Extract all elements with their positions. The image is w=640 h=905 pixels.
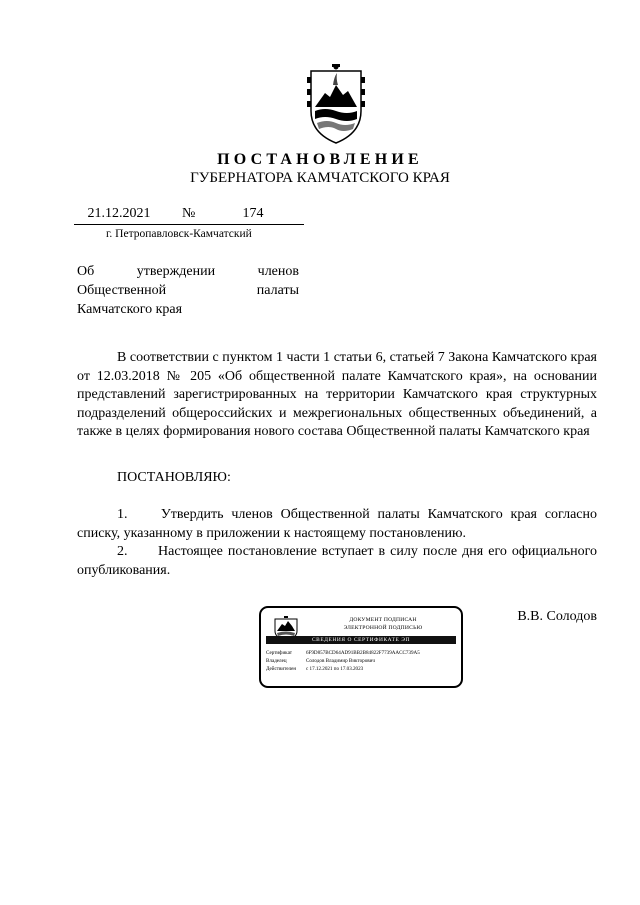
- document-subtitle: ГУБЕРНАТОРА КАМЧАТСКОГО КРАЯ: [190, 170, 450, 186]
- owner-label: Владелец: [266, 658, 287, 664]
- subject-line-1: Об утверждении членов: [77, 264, 299, 279]
- stamp-heading: ДОКУМЕНТ ПОДПИСАН: [349, 617, 417, 623]
- decree-item: [77, 542, 597, 580]
- decree-item: [77, 505, 597, 543]
- requisites-underline: [74, 224, 304, 225]
- subject-line-2: Общественной палаты: [77, 283, 299, 298]
- issue-city: г. Петропавловск-Камчатский: [106, 228, 252, 240]
- subject-line-3: Камчатского края: [77, 302, 183, 317]
- stamp-certificate-bar: СВЕДЕНИЯ О СЕРТИФИКАТЕ ЭП: [266, 636, 456, 644]
- decree-word: ПОСТАНОВЛЯЮ:: [117, 470, 231, 485]
- document-subject: [77, 262, 299, 319]
- preamble-paragraph: В соответствии с пунктом 1 части 1 статьи 6, статьей 7 Закона Камчатского края от 12.03.2018 № 205 «Об общественной палате Камчатского края», на основании представлений зарегистрированных на территории Камчатского края структурных подразделений общероссийских и межрегиональных общественных объединений, а также в целях формирования нового состава Общественной палаты Камчатского края: [77, 350, 597, 439]
- item-number: 1.: [117, 507, 128, 522]
- document-number: 174: [242, 206, 264, 221]
- electronic-signature-stamp: [259, 606, 463, 688]
- item-text: Утвердить членов Общественной палаты Камчатского края согласно списку, указанному в приложении к настоящему постановлению.: [77, 507, 597, 541]
- item-text: Настоящее постановление вступает в силу после дня его официального опубликования.: [77, 544, 597, 578]
- item-number: 2.: [117, 544, 128, 559]
- document-date: 21.12.2021: [87, 206, 151, 221]
- certificate-label: Сертификат: [266, 650, 292, 656]
- kamchatka-emblem-icon: [303, 63, 369, 145]
- valid-label: Действителен: [266, 666, 297, 672]
- signer-name: В.В. Солодов: [517, 609, 597, 624]
- document-title: ПОСТАНОВЛЕНИЕ: [217, 151, 423, 168]
- owner-value: Солодов Владимир Викторович: [306, 658, 375, 664]
- stamp-heading: ЭЛЕКТРОННОЙ ПОДПИСЬЮ: [343, 625, 423, 631]
- valid-value: с 17.12.2021 по 17.03.2023: [306, 666, 364, 672]
- certificate-value: 6F9D857BCD64AD91BB2B84822F7739AACC739A5: [306, 650, 420, 656]
- number-sign: №: [182, 206, 196, 221]
